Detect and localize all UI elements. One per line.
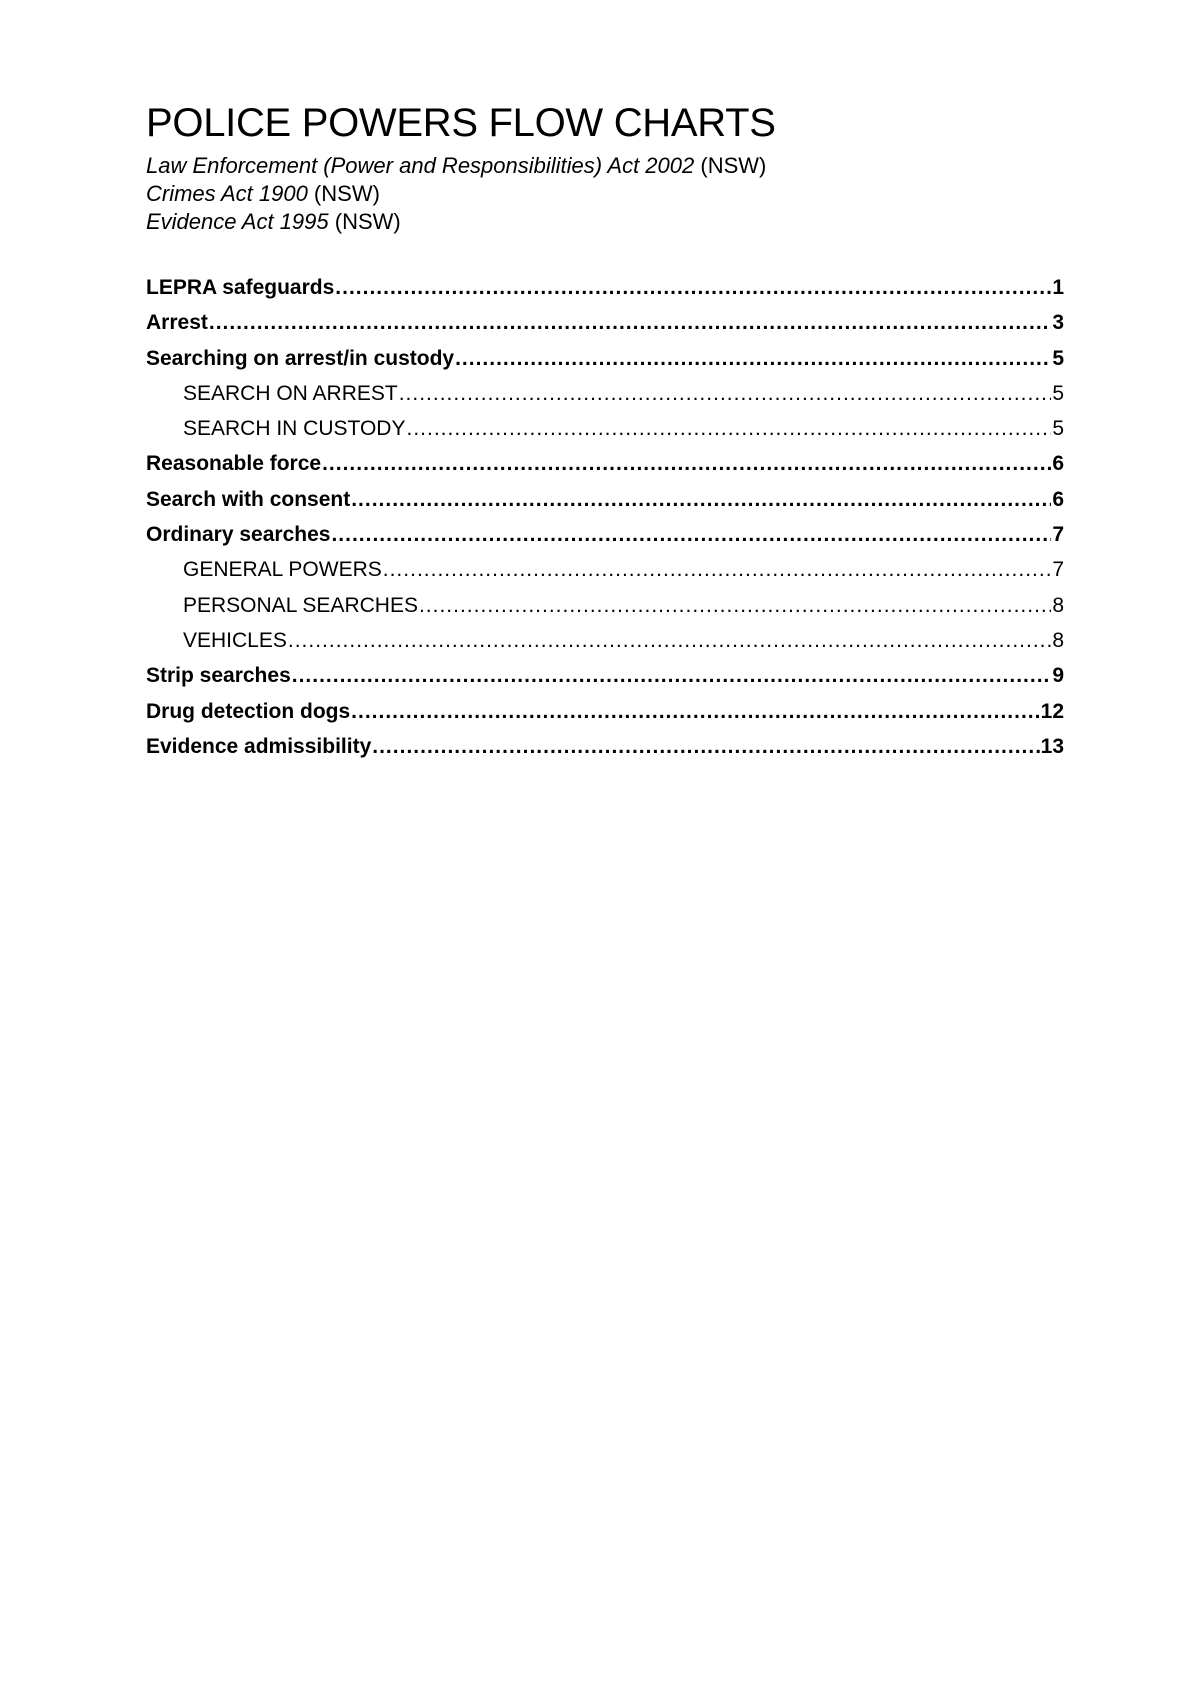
toc-entry-label: PERSONAL SEARCHES [183,593,418,617]
toc-entry-label: Arrest [146,311,208,335]
toc-entry[interactable] [146,729,1064,764]
toc-entry[interactable] [146,376,1064,411]
toc-dot-leader [322,446,1051,481]
act-name: Crimes Act 1900 [146,181,308,206]
toc-entry-page-number: 6 [1052,487,1064,511]
act-line [146,208,1064,236]
act-jurisdiction: (NSW) [694,153,767,178]
toc-entry-page-number: 3 [1052,311,1064,335]
toc-entry-label: Searching on arrest/in custody [146,346,455,370]
act-line [146,180,1064,208]
toc-entry[interactable] [146,517,1064,552]
toc-entry-label: GENERAL POWERS [183,558,382,582]
act-name: Law Enforcement (Power and Responsibilities) Act 2002 [146,153,695,178]
toc-dot-leader [406,411,1051,446]
toc-entry[interactable] [146,658,1064,693]
act-line [146,152,1064,180]
toc-entry-page-number: 7 [1052,523,1064,547]
toc-entry[interactable] [146,305,1064,340]
toc-entry-label: LEPRA safeguards [146,276,335,299]
act-name: Evidence Act 1995 [146,209,329,234]
toc-dot-leader [383,552,1052,587]
toc-entry-page-number: 7 [1052,558,1064,582]
toc-dot-leader [331,517,1051,552]
toc-entry-label: Strip searches [146,664,291,688]
act-jurisdiction: (NSW) [307,181,380,206]
toc-entry-page-number: 9 [1052,664,1064,688]
table-of-contents [146,270,1064,764]
toc-dot-leader [351,482,1051,517]
toc-entry[interactable] [146,341,1064,376]
toc-entry-label: SEARCH ON ARREST [183,381,398,405]
toc-entry-page-number: 6 [1052,452,1064,476]
toc-entry[interactable] [146,482,1064,517]
toc-entry-label: Ordinary searches [146,523,331,547]
toc-entry-page-number: 8 [1052,628,1064,652]
toc-entry[interactable] [146,411,1064,446]
toc-dot-leader [399,376,1052,411]
toc-dot-leader [288,623,1051,658]
toc-entry-label: Reasonable force [146,452,322,476]
act-jurisdiction: (NSW) [328,209,401,234]
toc-entry-page-number: 13 [1040,734,1064,758]
document-title: POLICE POWERS FLOW CHARTS [146,101,776,145]
toc-entry-label: SEARCH IN CUSTODY [183,417,406,441]
toc-dot-leader [335,270,1051,305]
toc-entry-page-number: 12 [1040,699,1064,723]
toc-dot-leader [292,658,1052,693]
toc-entry-label: Search with consent [146,487,351,511]
document-page [146,100,1064,764]
toc-entry[interactable] [146,623,1064,658]
toc-dot-leader [455,341,1051,376]
toc-entry-page-number: 5 [1052,417,1064,441]
acts-list [146,152,1064,236]
toc-entry[interactable] [146,694,1064,729]
toc-entry[interactable] [146,588,1064,623]
toc-entry[interactable] [146,552,1064,587]
toc-entry[interactable] [146,270,1064,305]
toc-dot-leader [372,729,1039,764]
toc-dot-leader [351,694,1039,729]
toc-dot-leader [419,588,1051,623]
toc-entry-page-number: 1 [1052,276,1064,299]
toc-entry-page-number: 5 [1052,346,1064,370]
toc-entry-page-number: 5 [1052,381,1064,405]
toc-entry-label: Drug detection dogs [146,699,351,723]
toc-entry-page-number: 8 [1052,593,1064,617]
toc-entry-label: Evidence admissibility [146,734,372,758]
toc-entry-label: VEHICLES [183,628,287,652]
toc-entry[interactable] [146,446,1064,481]
toc-dot-leader [209,305,1051,340]
